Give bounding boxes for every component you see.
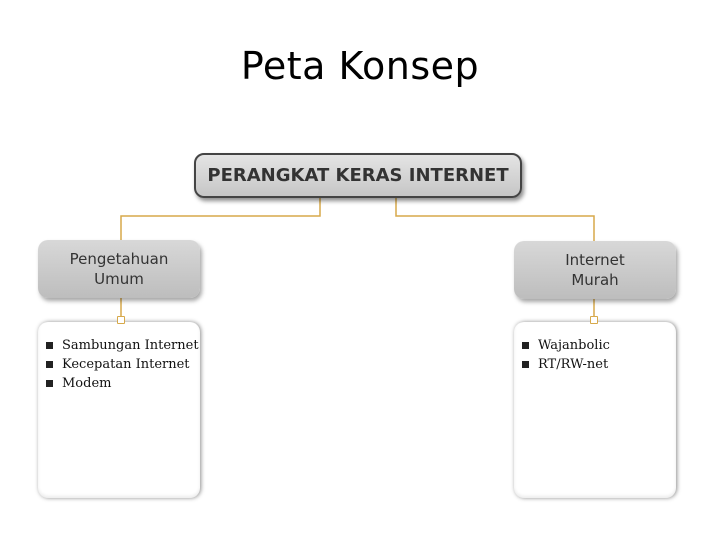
category-label-line1: Internet (565, 251, 625, 269)
square-bullet-icon (46, 342, 53, 349)
square-bullet-icon (522, 361, 529, 368)
item-list-box-pengetahuan-umum (38, 322, 200, 498)
root-concept-label: PERANGKAT KERAS INTERNET (207, 165, 509, 186)
slide-title: Peta Konsep (240, 44, 480, 88)
list-item-label: Sambungan Internet (62, 338, 199, 353)
item-list (522, 336, 668, 374)
list-item-label: Kecepatan Internet (62, 357, 190, 372)
root-concept-box (194, 153, 522, 198)
category-label-line2: Umum (94, 270, 144, 288)
square-bullet-icon (46, 361, 53, 368)
item-list-box-internet-murah (514, 322, 676, 498)
list-item-label: Modem (62, 376, 112, 391)
square-bullet-icon (522, 342, 529, 349)
connector-node-dot (117, 316, 125, 324)
list-item (522, 336, 668, 355)
category-box-pengetahuan-umum (38, 240, 200, 298)
list-item (522, 355, 668, 374)
category-label-line2: Murah (571, 271, 619, 289)
list-item (46, 374, 192, 393)
category-label-line1: Pengetahuan (69, 250, 169, 268)
list-item (46, 355, 192, 374)
square-bullet-icon (46, 380, 53, 387)
connector-root-to-right (396, 198, 594, 241)
list-item-label: RT/RW-net (538, 357, 609, 372)
connector-root-to-left (121, 198, 320, 240)
connector-node-dot (590, 316, 598, 324)
item-list (46, 336, 199, 393)
category-box-internet-murah (514, 241, 676, 299)
list-item-label: Wajanbolic (538, 338, 610, 353)
list-item (46, 336, 199, 355)
